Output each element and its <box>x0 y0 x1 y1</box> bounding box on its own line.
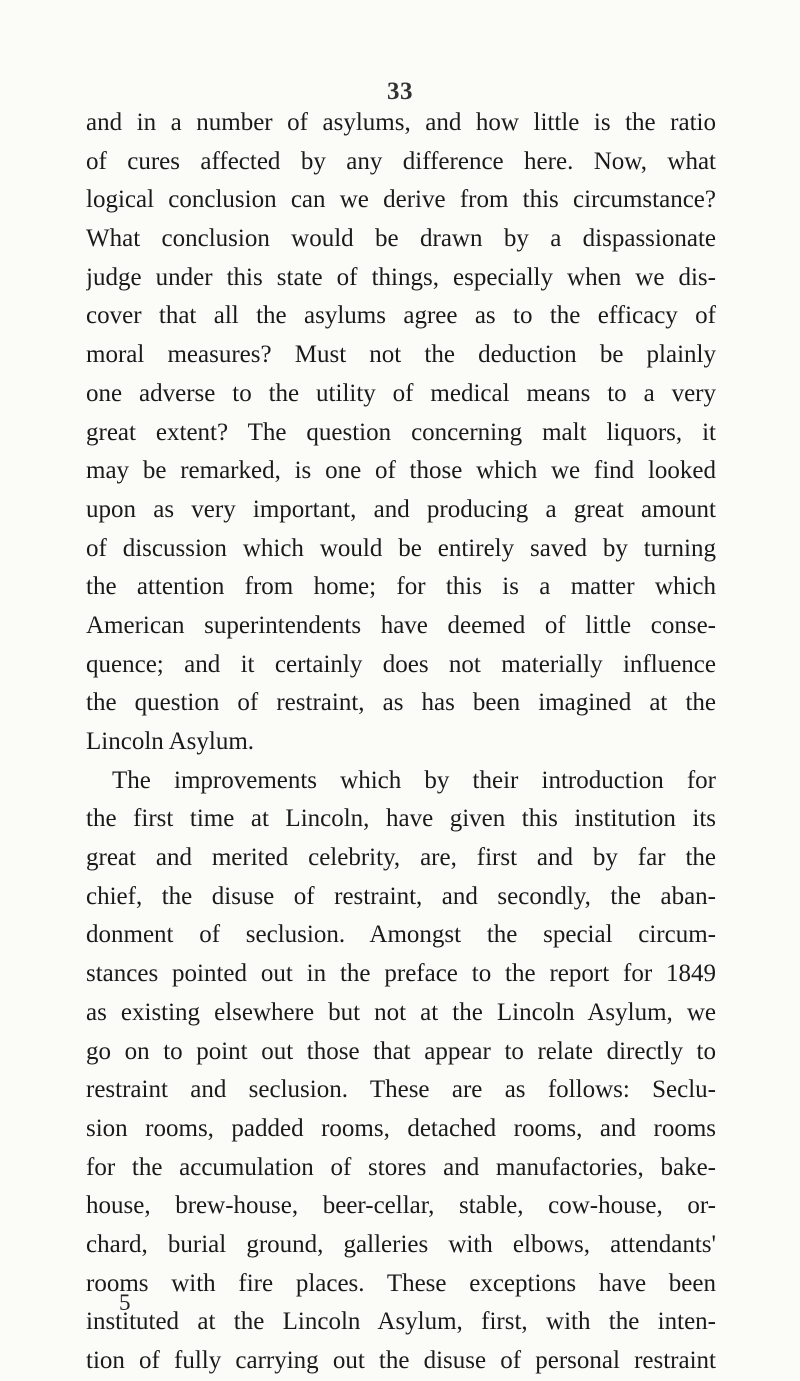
text-line: The improvements which by their introduction for <box>112 766 716 794</box>
text-line: chard, burial ground, galleries with elbows, attendants' <box>86 1230 716 1258</box>
text-line: go on to point out those that appear to relate directly to <box>86 1037 716 1065</box>
text-line: quence; and it certainly does not materially influence <box>86 650 716 678</box>
text-line: of discussion which would be entirely saved by turning <box>86 534 716 562</box>
text-line: great and merited celebrity, are, first and by far the <box>86 844 716 872</box>
text-line: and in a number of asylums, and how little is the ratio <box>86 109 716 136</box>
text-line: stances pointed out in the preface to the report for 1849 <box>86 960 716 988</box>
text-line: sion rooms, padded rooms, detached rooms, and rooms <box>86 1114 716 1142</box>
text-line: for the accumulation of stores and manufactories, bake- <box>86 1153 716 1181</box>
page-number: 33 <box>387 78 413 105</box>
text-line: Lincoln Asylum. <box>86 728 255 755</box>
text-line: rooms with fire places. These exceptions have been <box>86 1269 716 1297</box>
text-line: chief, the disuse of restraint, and secondly, the aban- <box>86 882 716 910</box>
text-line: upon as very important, and producing a great amount <box>86 495 716 523</box>
text-line: may be remarked, is one of those which we find looked <box>86 457 716 485</box>
text-line: of cures affected by any difference here. Now, what <box>86 147 716 175</box>
text-line: judge under this state of things, especially when we dis- <box>86 263 716 291</box>
text-line: donment of seclusion. Amongst the special circum- <box>86 921 716 949</box>
text-line: the question of restraint, as has been imagined at the <box>86 689 716 717</box>
text-line: one adverse to the utility of medical means to a very <box>86 379 716 407</box>
text-line: house, brew-house, beer-cellar, stable, cow-house, or- <box>86 1192 716 1220</box>
text-line: as existing elsewhere but not at the Lincoln Asylum, we <box>86 998 716 1026</box>
text-line: great extent? The question concerning malt liquors, it <box>86 418 716 446</box>
text-line: tion of fully carrying out the disuse of personal restraint <box>86 1347 716 1374</box>
signature-mark: 5 <box>119 1290 131 1315</box>
text-line: cover that all the asylums agree as to the efficacy of <box>86 302 716 330</box>
text-line: moral measures? Must not the deduction be plainly <box>86 341 716 369</box>
body-text <box>86 104 716 1381</box>
text-line: instituted at the Lincoln Asylum, first, with the inten- <box>86 1308 716 1336</box>
text-line: the attention from home; for this is a matter which <box>86 573 716 601</box>
text-line: What conclusion would be drawn by a dispassionate <box>86 225 716 253</box>
text-line: American superintendents have deemed of little conse- <box>86 611 716 639</box>
text-line: logical conclusion can we derive from this circumstance? <box>86 186 716 214</box>
text-line: the first time at Lincoln, have given this institution its <box>86 805 716 833</box>
text-line: restraint and seclusion. These are as follows: Seclu- <box>86 1076 716 1104</box>
